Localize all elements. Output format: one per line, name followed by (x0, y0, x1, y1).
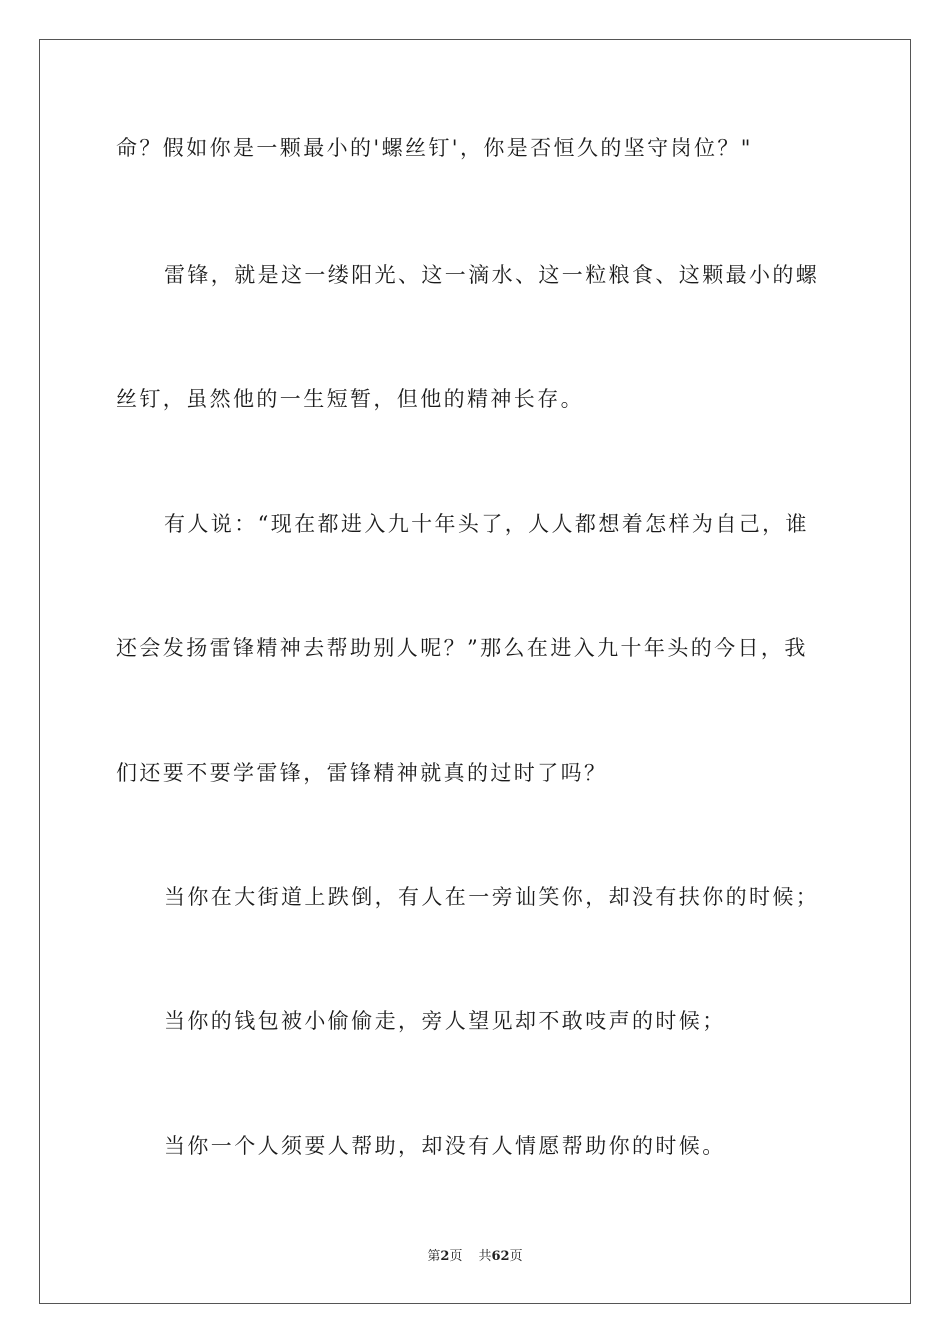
page-suffix: 页 (449, 1249, 463, 1264)
paragraph-line: 有人说：“现在都进入九十年头了，人人都想着怎样为自己，谁 (164, 512, 809, 536)
total-prefix: 共 (478, 1249, 492, 1264)
page-prefix: 第 (427, 1249, 441, 1264)
paragraph-line: 当你在大街道上跌倒，有人在一旁讪笑你，却没有扶你的时候； (164, 885, 820, 909)
total-pages: 62 (491, 1249, 510, 1264)
paragraph-line: 命？假如你是一颗最小的'螺丝钉'，你是否恒久的坚守岗位？" (116, 136, 753, 160)
page-footer (0, 1248, 950, 1266)
page-border (39, 39, 911, 1304)
paragraph-line: 当你一个人须要人帮助，却没有人情愿帮助你的时候。 (164, 1134, 726, 1158)
paragraph-line: 当你的钱包被小偷偷走，旁人望见却不敢吱声的时候； (164, 1009, 726, 1033)
page-number: 2 (440, 1249, 450, 1264)
paragraph-line: 还会发扬雷锋精神去帮助别人呢？”那么在进入九十年头的今日，我 (116, 636, 808, 660)
paragraph-line: 们还要不要学雷锋，雷锋精神就真的过时了吗？ (116, 761, 608, 785)
paragraph-line: 丝钉，虽然他的一生短暂，但他的精神长存。 (116, 387, 584, 411)
paragraph-line: 雷锋，就是这一缕阳光、这一滴水、这一粒粮食、这颗最小的螺 (164, 263, 820, 287)
total-suffix: 页 (509, 1249, 523, 1264)
